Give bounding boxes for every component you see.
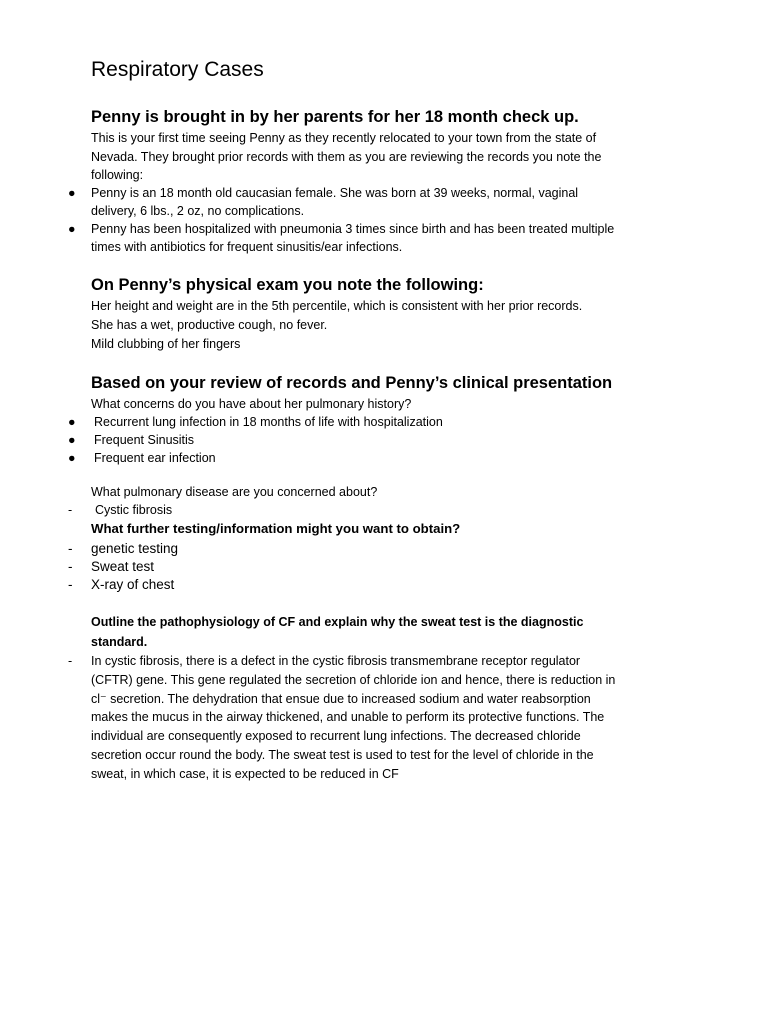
list-item	[68, 184, 681, 220]
pathophysiology-answer	[68, 652, 681, 784]
disease-question: What pulmonary disease are you concerned about?	[91, 485, 378, 499]
dash-marker: -	[68, 577, 73, 592]
answer-line: secretion occur round the body. The sweat test is used to test for the level of chloride in the	[91, 747, 594, 762]
section5-heading-line: Outline the pathophysiology of CF and explain why the sweat test is the diagnostic	[91, 615, 584, 629]
disease-text: Cystic fibrosis	[95, 503, 173, 517]
bullet-line: delivery, 6 lbs., 2 oz, no complications.	[91, 204, 305, 218]
concerns-question: What concerns do you have about her pulmonary history?	[91, 397, 412, 411]
answer-line: sweat, in which case, it is expected to be reduced in CF	[91, 766, 399, 781]
section1-heading: Penny is brought in by her parents for her 18 month check up.	[91, 108, 579, 126]
document-content	[68, 56, 681, 784]
dash-marker: -	[68, 654, 73, 668]
answer-line: cl⁻ secretion. The dehydration that ensue due to increased sodium and water reabsorption	[91, 691, 591, 706]
concern-text: Recurrent lung infection in 18 months of life with hospitalization	[94, 415, 443, 429]
concerns-list	[68, 413, 681, 467]
list-item	[68, 220, 681, 256]
test-text: X-ray of chest	[91, 577, 175, 592]
tests-list	[68, 540, 681, 594]
bullet-line: Penny is an 18 month old caucasian female. She was born at 39 weeks, normal, vaginal	[91, 186, 579, 200]
exam-line: She has a wet, productive cough, no fever.	[91, 318, 328, 332]
intro-line: following:	[91, 168, 144, 182]
list-item	[68, 413, 681, 431]
bullet-marker: ●	[68, 433, 76, 447]
bullet-marker: ●	[68, 222, 76, 236]
concern-text: Frequent Sinusitis	[94, 433, 195, 447]
concern-text: Frequent ear infection	[94, 451, 216, 465]
section5-heading-line: standard.	[91, 635, 148, 649]
test-text: Sweat test	[91, 559, 155, 574]
list-item	[68, 576, 681, 594]
list-item	[68, 558, 681, 576]
exam-findings	[91, 297, 681, 354]
bullet-marker: ●	[68, 451, 76, 465]
history-bullet-list	[68, 184, 681, 256]
answer-line: individual are consequently exposed to recurrent lung infections. The decreased chloride	[91, 729, 581, 744]
document-title: Respiratory Cases	[91, 58, 264, 81]
answer-line: (CFTR) gene. This gene regulated the secretion of chloride ion and hence, there is reduction in	[91, 672, 616, 687]
section3-heading: Based on your review of records and Penny’s clinical presentation	[91, 374, 613, 392]
section4-heading: What further testing/information might you want to obtain?	[91, 521, 461, 536]
list-item	[68, 540, 681, 558]
list-item	[68, 449, 681, 467]
bullet-marker: ●	[68, 415, 76, 429]
intro-line: Nevada. They brought prior records with them as you are reviewing the records you note the	[91, 150, 602, 164]
section2-heading: On Penny’s physical exam you note the following:	[91, 276, 484, 294]
test-text: genetic testing	[91, 541, 179, 556]
list-item	[68, 431, 681, 449]
bullet-marker: ●	[68, 186, 76, 200]
bullet-line: Penny has been hospitalized with pneumonia 3 times since birth and has been treated multiple	[91, 222, 615, 236]
answer-line: In cystic fibrosis, there is a defect in the cystic fibrosis transmembrane receptor regulator	[91, 654, 581, 668]
dash-marker: -	[68, 503, 73, 517]
answer-line: makes the mucus in the airway thickened, and unable to perform its protective functions. The	[91, 710, 605, 725]
list-item	[68, 652, 681, 784]
intro-line: This is your first time seeing Penny as they recently relocated to your town from the state of	[91, 131, 597, 145]
list-item	[68, 501, 681, 519]
section1-intro	[91, 129, 681, 184]
dash-marker: -	[68, 559, 73, 574]
exam-line: Mild clubbing of her fingers	[91, 337, 241, 351]
disease-list	[68, 501, 681, 519]
bullet-line: times with antibiotics for frequent sinusitis/ear infections.	[91, 240, 403, 254]
exam-line: Her height and weight are in the 5th percentile, which is consistent with her prior records.	[91, 299, 583, 313]
dash-marker: -	[68, 541, 73, 556]
